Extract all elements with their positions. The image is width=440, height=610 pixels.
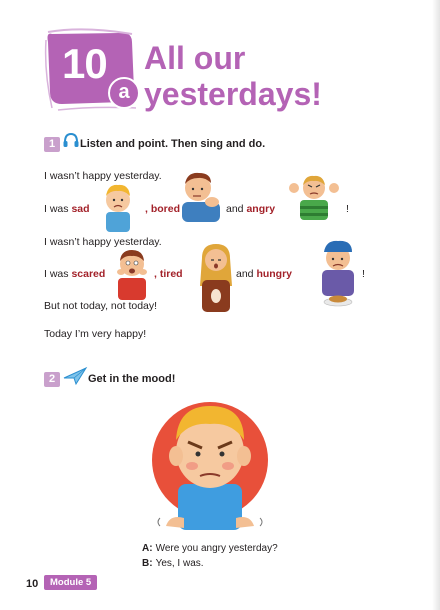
page-edge-shadow	[432, 0, 440, 610]
keyword-scared: scared	[71, 268, 106, 280]
dialog-a-text: Were you angry yesterday?	[155, 543, 278, 554]
dialog-line-b	[142, 558, 204, 569]
song-line-5: But not today, not today!	[44, 300, 158, 312]
song-line-4-tired	[154, 268, 183, 280]
keyword-tired: , tired	[154, 268, 183, 280]
song-text: I was	[44, 268, 72, 280]
page-number: 10	[26, 578, 39, 590]
unit-number: 10	[62, 40, 107, 87]
song-line-4-end: !	[362, 268, 365, 280]
headphones-icon	[62, 131, 80, 149]
speaker-a: A:	[142, 543, 153, 554]
song-text: and	[236, 268, 257, 280]
tired-girl-illustration	[194, 240, 238, 312]
dialog-line-a	[142, 543, 278, 554]
hungry-boy-illustration	[312, 238, 364, 310]
paper-plane-icon	[62, 366, 88, 386]
sad-boy-illustration	[98, 180, 138, 232]
song-line-2-end: !	[346, 203, 349, 215]
keyword-angry: angry	[246, 203, 276, 215]
keyword-hungry: hungry	[256, 268, 293, 280]
unit-letter: a	[108, 77, 140, 109]
song-line-2-angry	[226, 203, 275, 215]
angry-boy-illustration	[286, 172, 342, 220]
song-line-2	[44, 203, 90, 215]
song-line-2-bored	[145, 203, 180, 215]
song-text: I was	[44, 203, 72, 215]
song-text: and	[226, 203, 247, 215]
angry-boy-large-illustration	[148, 394, 272, 534]
song-line-6: Today I’m very happy!	[44, 328, 147, 340]
unit-badge	[44, 28, 140, 112]
title-line-1: All our	[144, 40, 246, 76]
task-1-instruction: Listen and point. Then sing and do.	[80, 138, 266, 150]
task-1-number: 1	[44, 137, 60, 152]
song-line-4-hungry	[236, 268, 292, 280]
song-line-3: I wasn’t happy yesterday.	[44, 236, 162, 248]
module-tag: Module 5	[44, 575, 97, 590]
song-line-1: I wasn’t happy yesterday.	[44, 170, 162, 182]
keyword-sad: sad	[71, 203, 90, 215]
title-line-2: yesterdays!	[144, 76, 322, 112]
keyword-bored: , bored	[145, 203, 181, 215]
song-line-4	[44, 268, 105, 280]
task-2-number: 2	[44, 372, 60, 387]
speaker-b: B:	[142, 558, 153, 569]
task-2-instruction: Get in the mood!	[88, 373, 176, 385]
dialog-b-text: Yes, I was.	[155, 558, 204, 569]
scared-boy-illustration	[112, 244, 152, 300]
page-title	[144, 40, 322, 112]
bored-boy-illustration	[178, 168, 224, 224]
